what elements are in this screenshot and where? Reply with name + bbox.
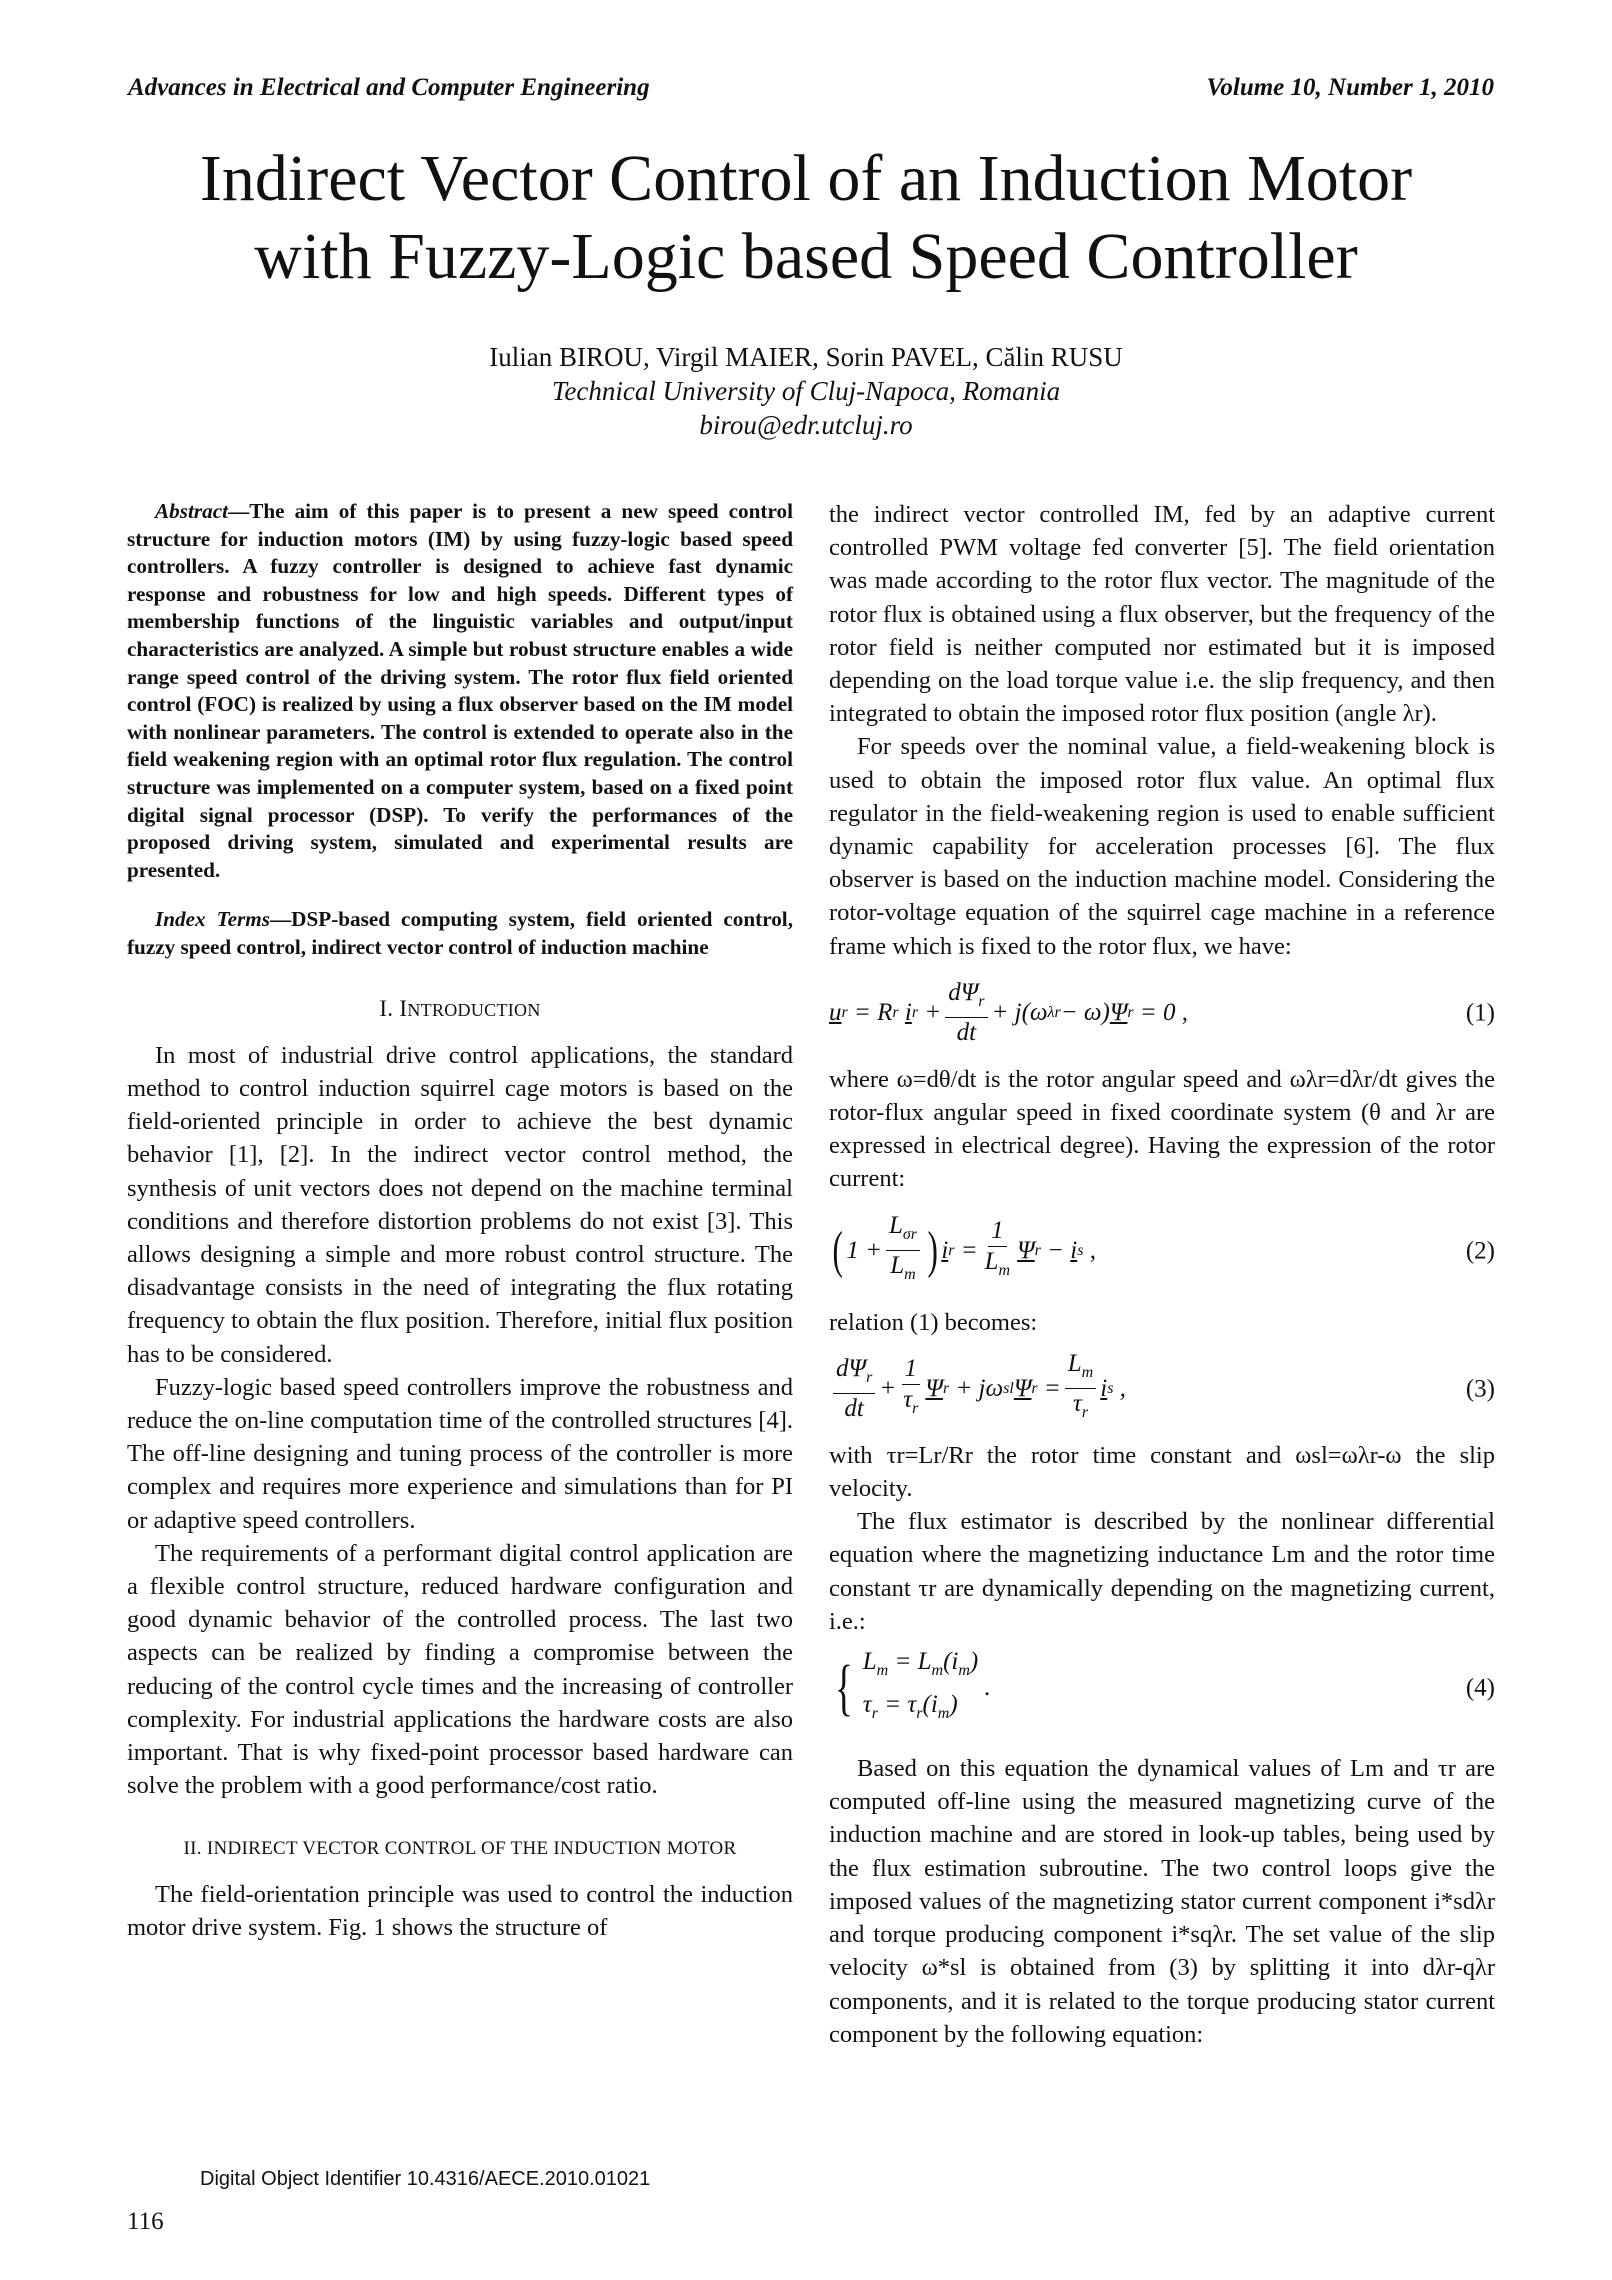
body-paragraph: with τr=Lr/Rr the rotor time constant and ωsl=ωλr-ω the slip velocity. [829,1441,1495,1503]
section-rest: NTRODUCTION [407,999,541,1020]
body-paragraph: The flux estimator is described by the nonlinear differential equation where the magnetizing inductance Lm and the rotor time constant τr are dynamically depending on the magnetizing current, i.e.: [829,1508,1495,1635]
section-numeral: I. [379,995,400,1021]
abstract [127,498,793,884]
equation-number: (1) [1465,999,1495,1027]
author-names: Iulian BIROU, Virgil MAIER, Sorin PAVEL, Călin RUSU [489,342,1123,372]
index-terms-text: —DSP-based computing system, field oriented control, fuzzy speed control, indirect vector control of induction machine [127,907,793,959]
abstract-text: —The aim of this paper is to present a new speed control structure for induction motors (IM) by using fuzzy-logic based speed controllers. A fuzzy controller is designed to achieve fast dynamic response and robustness for low and high speeds. Different types of membership functions of the linguistic variables and output/input characteristics are analyzed. A simple but robust structure enables a wide range speed control of the driving system. The rotor flux field oriented control (FOC) is realized by using a flux observer based on the IM model with nonlinear parameters. The control is extended to operate also in the field weakening region with an optimal rotor flux regulation. The control structure was implemented on a computer system, based on a fixed point digital signal processor (DSP). To verify the performances of the proposed driving system, simulated and experimental results are presented. [127,499,793,882]
title-line-1: Indirect Vector Control of an Induction Motor [199,142,1413,215]
body-paragraph: Based on this equation the dynamical values of Lm and τr are computed off-line using the measured magnetizing curve of the induction machine and are stored in look-up tables, being used by the flux estimation subroutine. The two control loops give the imposed values of the magnetizing stator current component i*sdλr and torque producing component i*sqλr. The set value of the slip velocity ω*sl is obtained from (3) by splitting it into dλr-qλr components, and it is related to the torque producing stator current component by the following equation: [829,1755,1495,2048]
body-paragraph: For speeds over the nominal value, a field-weakening block is used to obtain the imposed rotor flux value. An optimal flux regulator in the field-weakening region is used to enable sufficient dynamic capability for acceleration processes [6]. The flux observer is based on the induction machine model. Considering the rotor-voltage equation of the squirrel cage machine in a reference frame which is fixed to the rotor flux, we have: [829,733,1495,960]
section-heading-introduction [127,992,793,1027]
title-line-2: with Fuzzy-Logic based Speed Controller [254,220,1358,293]
affiliation: Technical University of Cluj-Napoca, Romania [551,376,1061,406]
equation-number: (4) [1465,1674,1495,1702]
intro-paragraph: In most of industrial drive control applications, the standard method to control induction squirrel cage motors is based on the field-oriented principle in order to achieve the best dynamic behavior [1], [2]. In the indirect vector control method, the synthesis of unit vectors does not depend on the machine terminal conditions and therefore distortion problems do not exist [3]. This allows designing a simple and more robust control structure. The disadvantage consists in the need of integrating the flux rotating frequency to obtain the flux position. Therefore, initial flux position has to be considered. [127,1041,793,1368]
paper-title [0,140,1612,296]
journal-name: Advances in Electrical and Computer Engineering [128,74,650,101]
abstract-label: Abstract [155,499,228,523]
body-paragraph: where ω=dθ/dt is the rotor angular speed and ωλr=dλr/dt gives the rotor-flux angular speed in fixed coordinate system (θ and λr are expressed in electrical degree). Having the expression of the rotor current: [829,1065,1495,1193]
section2-paragraph: The field-orientation principle was used to control the induction motor drive system. Fig. 1 shows the structure of [127,1880,793,1941]
author-block [0,340,1612,442]
equation-number: (3) [1465,1375,1495,1403]
volume-info: Volume 10, Number 1, 2010 [1206,74,1494,101]
left-column [127,498,793,1944]
intro-paragraph: Fuzzy-logic based speed controllers improve the robustness and reduce the on-line computation time of the controlled structures [4]. The off-line designing and tuning process of the controller is more complex and requires more experience and simulations than for PI or adaptive speed controllers. [127,1373,793,1534]
page-number: 116 [127,2208,164,2235]
body-paragraph: the indirect vector controlled IM, fed by an adaptive current controlled PWM voltage fed converter [5]. The field orientation was made according to the rotor flux vector. The magnitude of the rotor flux is obtained using a flux observer, but the frequency of the rotor field is neither computed nor estimated but it is imposed depending on the load torque value i.e. the slip frequency, and then integrated to obtain the imposed rotor flux position (angle λr). [829,501,1495,728]
body-paragraph: relation (1) becomes: [829,1308,1038,1336]
section-initial: I [399,995,408,1021]
index-terms-label: Index Terms [155,907,270,932]
equation-4: { $L_m = L_m(i_m)$ $\tau_r = \tau_r(i_m)$ . (4) [834,1648,1495,1723]
equation-1: u r = R r i r + $\frac{d\Psi_r}{dt}$ + j(ω λr − ω) Ψ r = 0 , (1) [829,978,1495,1046]
index-terms [127,906,793,961]
section-heading-2: II. INDIRECT VECTOR CONTROL OF THE INDUCTION MOTOR [183,1838,737,1860]
right-column [829,498,1495,2051]
author-email: birou@edr.utcluj.ro [699,410,913,440]
equation-3: $\frac{d\Psi_r}{dt}$ + $\frac{1}{\tau_r}$ Ψ r + jω sl Ψ r = $\frac{L_m}{\tau_r}$ i s , (3) [829,1339,1495,1439]
intro-paragraph: The requirements of a performant digital control application are a flexible control structure, reduced hardware configuration and good dynamic behavior of the controlled process. The last two aspects can be realized by finding a compromise between the reducing of the control cycle times and the increasing of controller complexity. For industrial applications the hardware costs are also important. That is why fixed-point processor based hardware can solve the problem with a good performance/cost ratio. [127,1539,793,1800]
doi-footer: Digital Object Identifier 10.4316/AECE.2010.01021 [200,2168,651,2190]
equation-2: ( 1 + $\frac{L_{\sigma r}}{L_m}$ ) i r = $\frac{1}{L_m}$ Ψ r − i s , (2) [832,1212,1495,1284]
equation-number: (2) [1465,1237,1495,1265]
